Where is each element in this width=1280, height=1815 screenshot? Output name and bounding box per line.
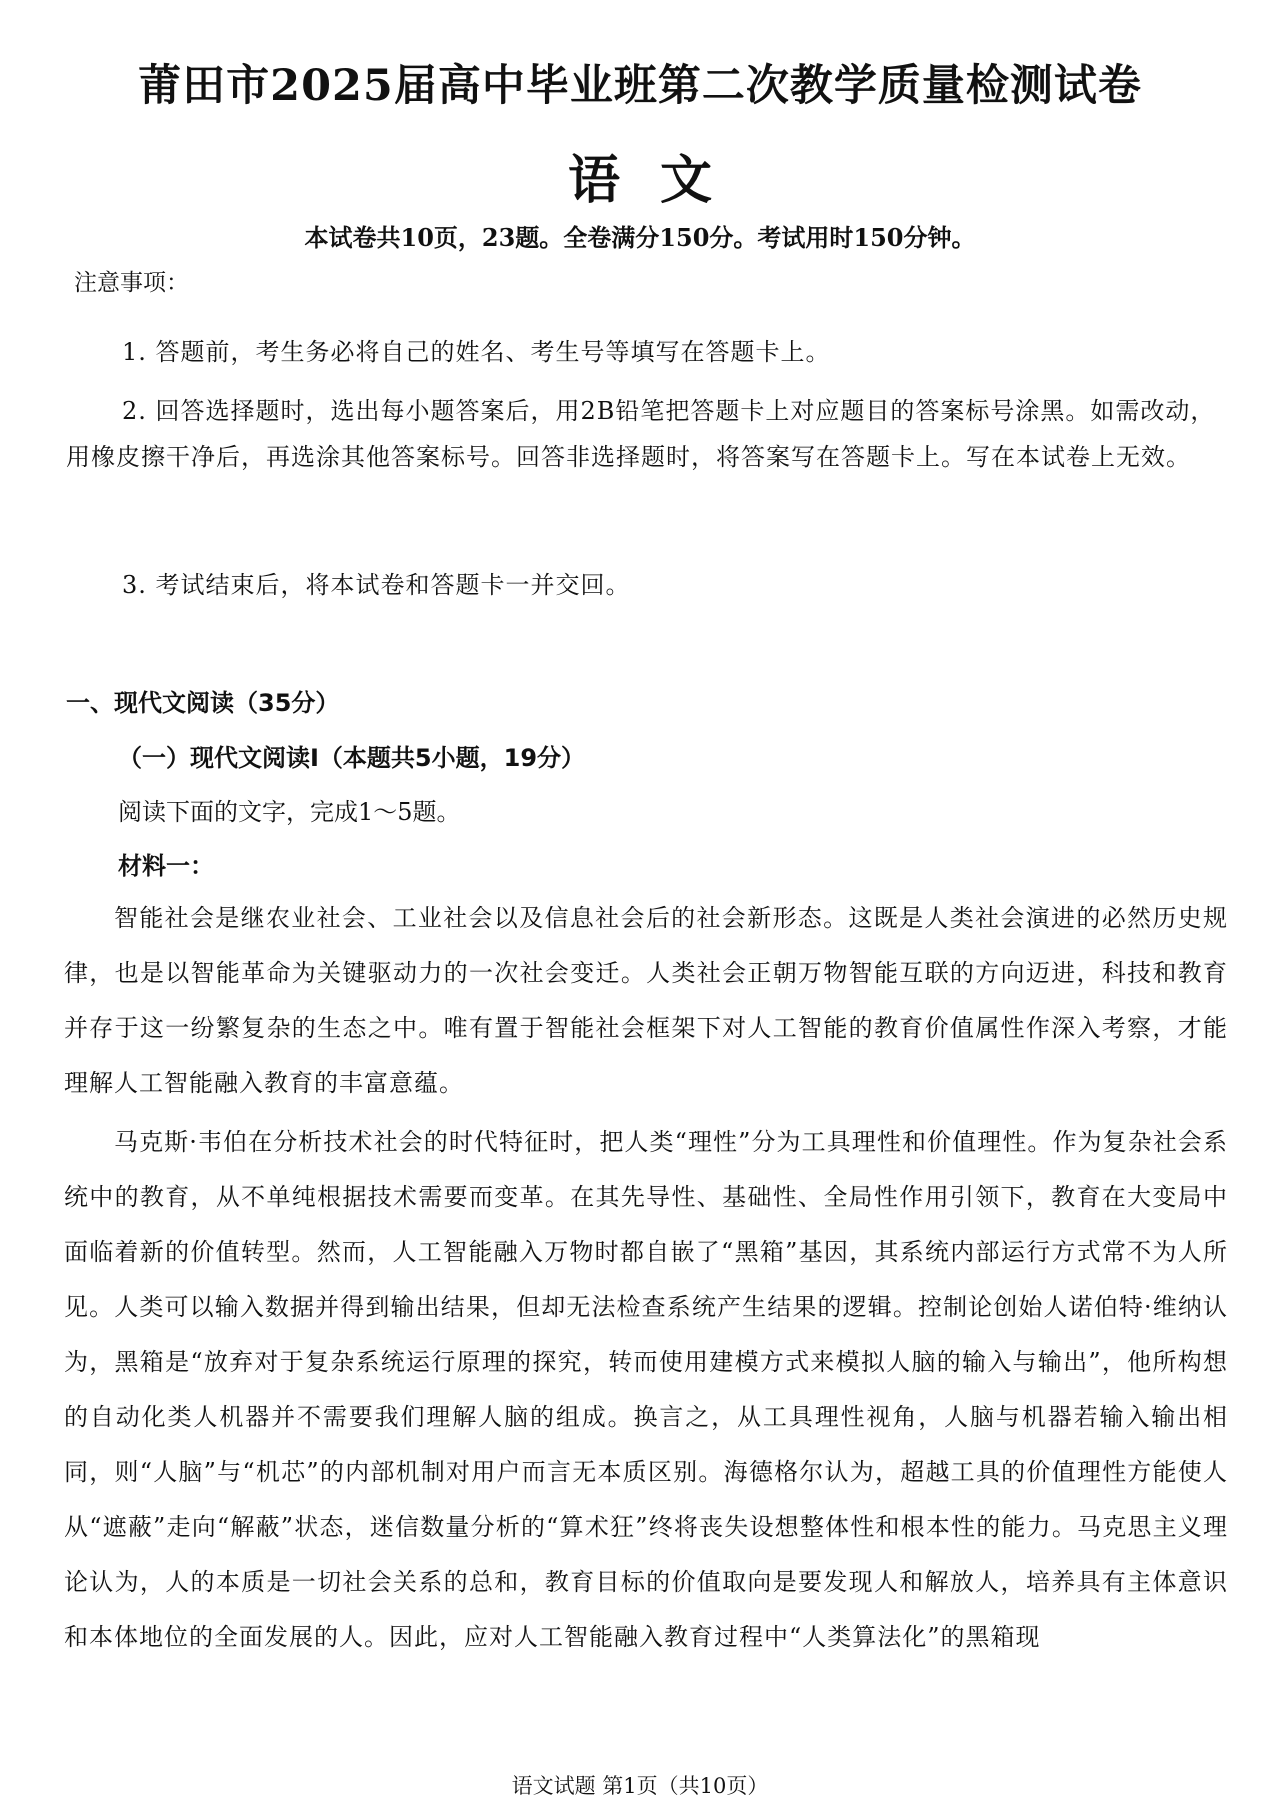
notice-title: 注意事项： <box>74 270 189 296</box>
notice-item-text: 3. 考试结束后，将本试卷和答题卡一并交回。 <box>122 571 631 599</box>
page-footer: 语文试题 第1页（共10页） <box>511 1774 769 1798</box>
reading-instruction: 阅读下面的文字，完成1～5题。 <box>118 798 461 826</box>
exam-title: 莆田市2025届高中毕业班第二次教学质量检测试卷 <box>138 61 1142 111</box>
material-label: 材料一： <box>118 852 214 880</box>
notice-item-3 <box>66 562 1226 608</box>
subsection-title: （一）现代文阅读Ⅰ（本题共5小题，19分） <box>118 744 586 772</box>
notice-item-2 <box>66 388 1226 480</box>
exam-info: 本试卷共10页，23题。全卷满分150分。考试用时150分钟。 <box>304 223 976 252</box>
notice-item-text: 2. 回答选择题时，选出每小题答案后，用2B铅笔把答题卡上对应题目的答案标号涂黑。如需改动，用橡皮擦干净后，再选涂其他答案标号。回答非选择题时，将答案写在答题卡上。写在本试卷上无效。 <box>66 397 1216 471</box>
notice-item-text: 1. 答题前，考生务必将自己的姓名、考生号等填写在答题卡上。 <box>122 338 831 366</box>
notice-item-1 <box>66 329 1226 375</box>
material-paragraph-1: 智能社会是继农业社会、工业社会以及信息社会后的社会新形态。这既是人类社会演进的必然历史规律，也是以智能革命为关键驱动力的一次社会变迁。人类社会正朝万物智能互联的方向迈进，科技和教育并存于这一纷繁复杂的生态之中。唯有置于智能社会框架下对人工智能的教育价值属性作深入考察，才能理解人工智能融入教育的丰富意蕴。 <box>64 904 1228 1097</box>
material-paragraph-2: 马克斯·韦伯在分析技术社会的时代特征时，把人类“理性”分为工具理性和价值理性。作为复杂社会系统中的教育，从不单纯根据技术需要而变革。在其先导性、基础性、全局性作用引领下，教育在大变局中面临着新的价值转型。然而，人工智能融入万物时都自嵌了“黑箱”基因，其系统内部运行方式常不为人所见。人类可以输入数据并得到输出结果，但却无法检查系统产生结果的逻辑。控制论创始人诺伯特·维纳认为，黑箱是“放弃对于复杂系统运行原理的探究，转而使用建模方式来模拟人脑的输入与输出”，他所构想的自动化类人机器并不需要我们理解人脑的组成。换言之，从工具理性视角，人脑与机器若输入输出相同，则“人脑”与“机芯”的内部机制对用户而言无本质区别。海德格尔认为，超越工具的价值理性方能使人从“遮蔽”走向“解蔽”状态，迷信数量分析的“算术狂”终将丧失设想整体性和根本性的能力。马克思主义理论认为，人的本质是一切社会关系的总和，教育目标的价值取向是要发现人和解放人，培养具有主体意识和本体地位的全面发展的人。因此，应对人工智能融入教育过程中“人类算法化”的黑箱现 <box>64 1128 1228 1651</box>
section-title: 一、现代文阅读（35分） <box>66 689 340 717</box>
subject-title: 语文 <box>567 150 752 211</box>
